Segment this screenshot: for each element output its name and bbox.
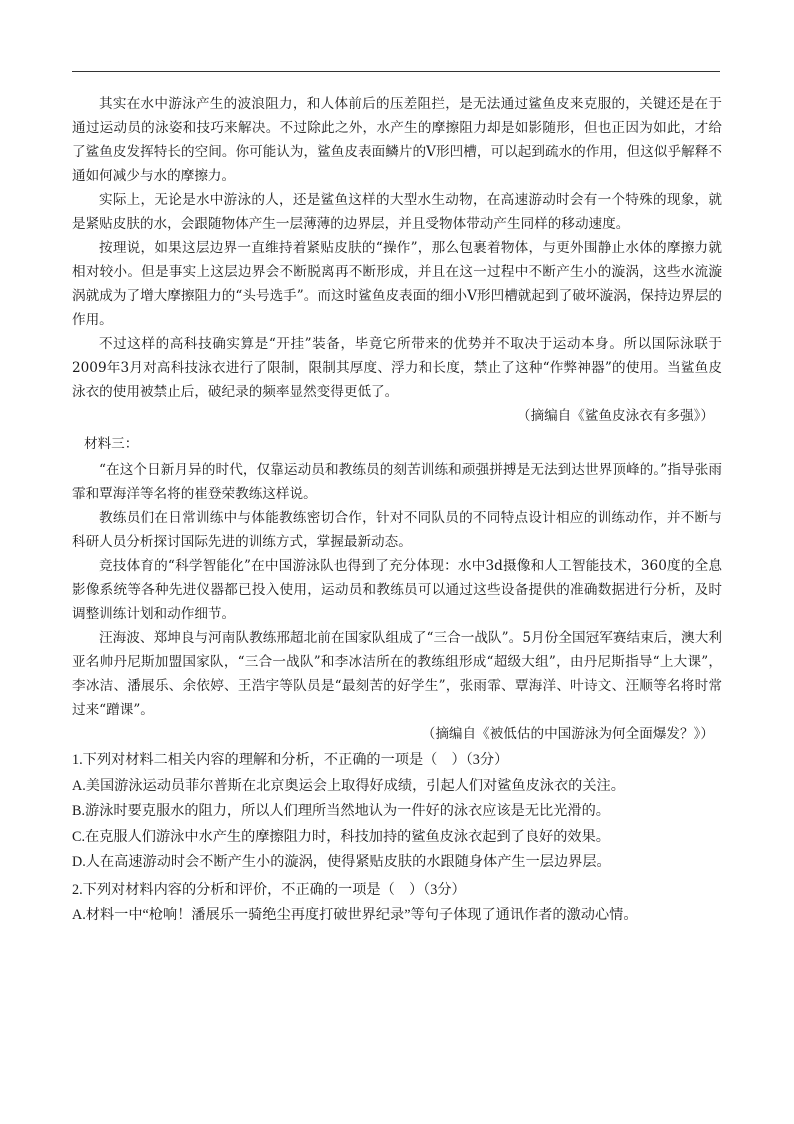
source-citation: （摘编自《被低估的中国游泳为何全面爆发？》） xyxy=(421,726,714,742)
paragraph: 按理说，如果这层边界一直维持着紧贴皮肤的“操作”，那么包裹着物体，与更外围静止水体的摩擦力就相对较小。但是事实上这层边界会不断脱离再不断形成，并且在这一过程中不断产生小的漩涡，这些水流漩涡就成为了增大摩擦阻力的“头号选手”。而这时鲨鱼皮表面的细小V形凹槽就起到了破坏漩涡，保持边界层的作用。 xyxy=(72,240,722,328)
question-2: 2.下列对材料内容的分析和评价，不正确的一项是（ ）（3分） xyxy=(72,881,466,898)
passage-three xyxy=(72,432,722,746)
option-c: C.在克服人们游泳中水产生的摩擦阻力时，科技加持的鲨鱼皮泳衣起到了良好的效果。 xyxy=(72,828,610,845)
paragraph: 汪海波、郑坤良与河南队教练邢超北前在国家队组成了“三合一战队”。5月份全国冠军赛结束后，澳大利亚名帅丹尼斯加盟国家队，“三合一战队”和李冰洁所在的教练组形成“超级大组”，由丹尼斯指导“上大课”，李冰洁、潘展乐、余依婷、王浩宇等队员是“最刻苦的好学生”，张雨霏、覃海洋、叶诗文、汪顺等名将时常过来“蹭课”。 xyxy=(72,630,722,718)
document-page xyxy=(72,92,722,929)
paragraph: 其实在水中游泳产生的波浪阻力，和人体前后的压差阻拦，是无法通过鲨鱼皮来克服的，关键还是在于通过运动员的泳姿和技巧来解决。不过除此之外，水产生的摩擦阻力却是如影随形，但也正因为如此，才给了鲨鱼皮发挥特长的空间。你可能认为，鲨鱼皮表面鳞片的V形凹槽，可以起到疏水的作用，但这似乎解释不通如何减少与水的摩擦力。 xyxy=(72,96,722,184)
paragraph: 不过这样的高科技确实算是“开挂”装备，毕竟它所带来的优势并不取决于运动本身。所以国际泳联于2009年3月对高科技泳衣进行了限制，限制其厚度、浮力和长度，禁止了这种“作弊神器”的使用。当鲨鱼皮泳衣的使用被禁止后，破纪录的频率显然变得更低了。 xyxy=(72,336,722,400)
option-a: A.美国游泳运动员菲尔普斯在北京奥运会上取得好成绩，引起人们对鲨鱼皮泳衣的关注。 xyxy=(72,777,625,794)
option-b: B.游泳时要克服水的阻力，所以人们理所当然地认为一件好的泳衣应该是无比光滑的。 xyxy=(72,803,610,819)
option-d: D.人在高速游动时会不断产生小的漩涡，使得紧贴皮肤的水跟随身体产生一层边界层。 xyxy=(72,854,611,870)
option-a: A.材料一中“枪响！潘展乐一骑绝尘再度打破世界纪录”等句子体现了通讯作者的激动心情。 xyxy=(72,907,638,923)
paragraph: 竞技体育的“科学智能化”在中国游泳队也得到了充分体现：水中3d摄像和人工智能技术，360度的全息影像系统等各种先进仪器都已投入使用，运动员和教练员可以通过这些设备提供的准确数据进行分析，及时调整训练计划和动作细节。 xyxy=(72,558,722,622)
section-label: 材料三： xyxy=(84,436,139,452)
question-1: 1.下列对材料二相关内容的理解和分析，不正确的一项是（ ）（3分） xyxy=(72,752,509,768)
questions xyxy=(72,748,722,929)
paragraph: 教练员们在日常训练中与体能教练密切合作，针对不同队员的不同特点设计相应的训练动作，并不断与科研人员分析探讨国际先进的训练方式，掌握最新动态。 xyxy=(72,510,722,550)
paragraph: 实际上，无论是水中游泳的人，还是鲨鱼这样的大型水生动物，在高速游动时会有一个特殊的现象，就是紧贴皮肤的水，会跟随物体产生一层薄薄的边界层，并且受物体带动产生同样的移动速度。 xyxy=(72,192,722,232)
source-citation: （摘编自《鲨鱼皮泳衣有多强》） xyxy=(516,408,714,424)
header-rule xyxy=(72,71,720,72)
passage-two-continued xyxy=(72,92,722,428)
paragraph: “在这个日新月异的时代，仅靠运动员和教练员的刻苦训练和顽强拼搏是无法到达世界顶峰的。”指导张雨霏和覃海洋等名将的崔登荣教练这样说。 xyxy=(72,462,722,502)
